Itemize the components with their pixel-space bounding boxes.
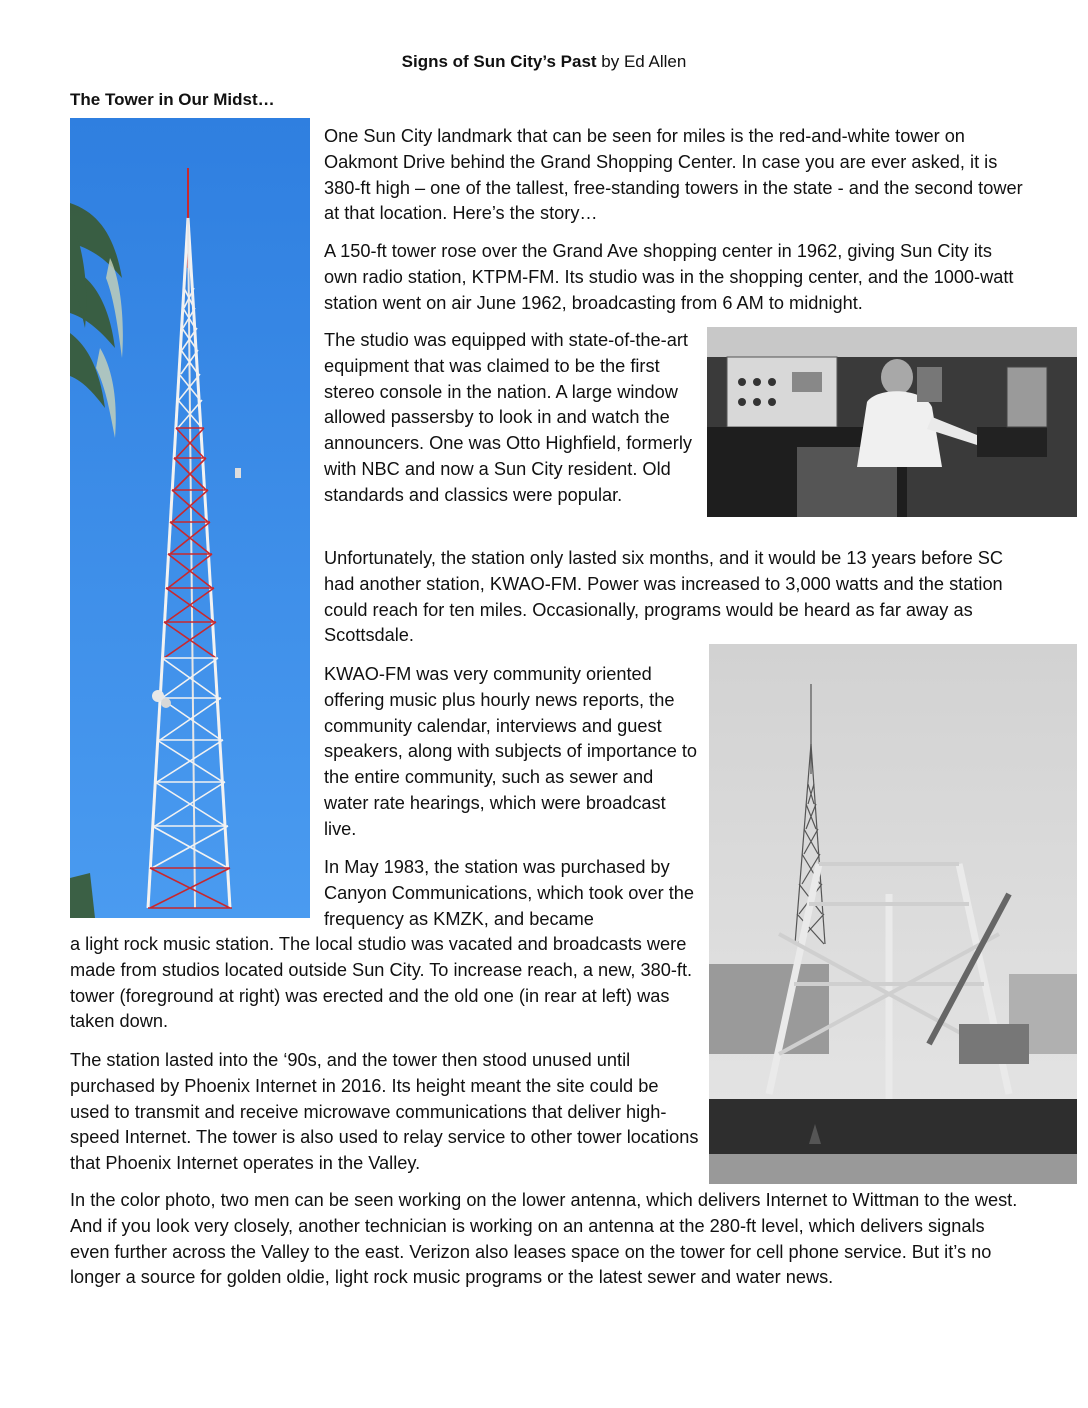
paragraph-2: A 150-ft tower rose over the Grand Ave shopping center in 1962, giving Sun City its own radio station, KTPM-FM. Its studio was in the shopping center, and the 1000-watt station went on air June 1962, broadcasting from 6 AM to midnight.: [324, 241, 1014, 313]
article-title-bold: Signs of Sun City’s Past: [401, 52, 597, 71]
paragraph-6-start: In May 1983, the station was purchased by Canyon Communications, which took over the frequency as KMZK, and became: [324, 857, 694, 929]
paragraph-3: The studio was equipped with state-of-the-art equipment that was claimed to be the first stereo console in the nation. A large window allowed passersby to look in and watch the announcers. One was Otto Highfield, formerly with NBC and now a Sun City resident. Old standards and classics were popular.: [324, 330, 692, 505]
paragraph-5: KWAO-FM was very community oriented offering music plus hourly news reports, the community calendar, interviews and guest speakers, along with subjects of importance to the entire community, such as sewer and water rate hearings, which were broadcast live.: [324, 664, 698, 839]
studio-photo: [707, 327, 1077, 517]
paragraph-7: The station lasted into the ‘90s, and the tower then stood unused until purchased by Phoenix Internet in 2016. Its height meant the site could be used to transmit and receive microwave communications that deliver high-speed Internet. The tower is also used to relay service to other tower locations that Phoenix Internet operates in the Valley.: [70, 1050, 699, 1174]
tower-construction-photo: [709, 644, 1077, 1184]
article-byline: by Ed Allen: [596, 52, 687, 71]
paragraph-6-continued: a light rock music station. The local studio was vacated and broadcasts were made from studios located outside Sun City. To increase reach, a new, 380-ft. tower (foreground at right) was erected and the old one (in rear at left) was taken down.: [70, 934, 693, 1032]
article-title: [0, 52, 1088, 72]
section-heading: The Tower in Our Midst…: [70, 90, 275, 109]
paragraph-8: In the color photo, two men can be seen working on the lower antenna, which delivers Internet to Wittman to the west. And if you look very closely, another technician is working on an antenna at the 280-ft level, which delivers signals even further across the Valley to the east. Verizon also leases space on the tower for cell phone service. But it’s no longer a source for golden oldie, light rock music programs or the latest sewer and water news.: [70, 1190, 1018, 1288]
paragraph-4: Unfortunately, the station only lasted six months, and it would be 13 years before SC had another station, KWAO-FM. Power was increased to 3,000 watts and the station could reach for ten miles. Occasionally, programs would be heard as far away as Scottsdale.: [324, 548, 1004, 646]
color-tower-photo: [70, 118, 310, 918]
paragraph-1: One Sun City landmark that can be seen for miles is the red-and-white tower on Oakmont Drive behind the Grand Shopping Center. In case you are ever asked, it is 380-ft high – one of the tallest, free-standing towers in the state - and the second tower at that location. Here’s the story…: [324, 126, 1023, 224]
